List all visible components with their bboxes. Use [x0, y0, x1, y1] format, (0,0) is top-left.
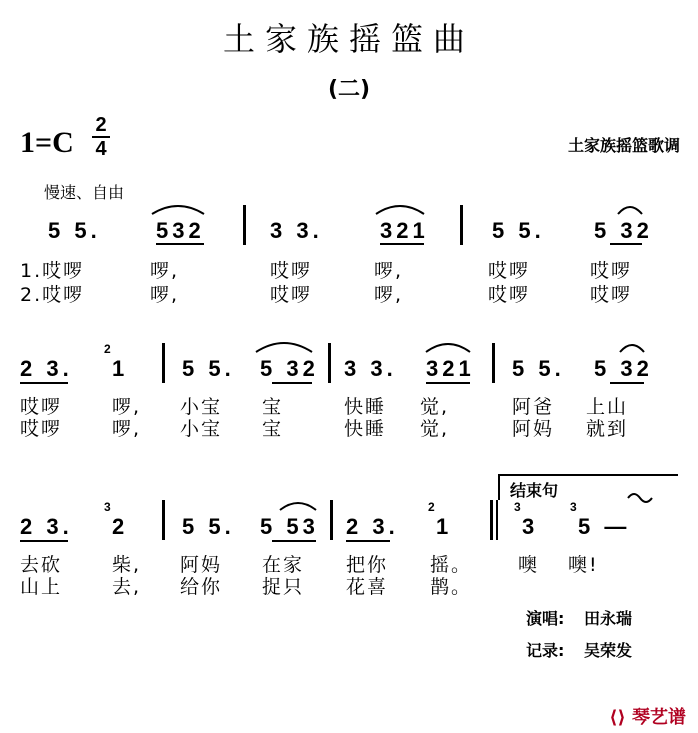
note-group: 3 3. [344, 356, 397, 381]
lyric: 柴, [112, 554, 142, 576]
lyric: 上山 [586, 396, 629, 418]
page-subtitle: (二) [327, 77, 371, 102]
key-signature: 1=C [20, 126, 74, 159]
slur [618, 207, 642, 214]
beam [156, 243, 204, 245]
lyric: 啰, [374, 260, 404, 282]
lyric: 啰, [374, 284, 404, 306]
ending-label: 结束句 [510, 481, 559, 500]
slur [620, 345, 644, 352]
slur [426, 344, 470, 352]
note-group: 5 — [578, 514, 631, 539]
beam [426, 382, 470, 384]
grace-note: 2 [428, 500, 435, 514]
bar-line [162, 343, 165, 383]
lyric: 去砍 [20, 554, 63, 576]
lyric: 啰, [150, 284, 180, 306]
recorder-name: 吴荣发 [584, 641, 633, 660]
note-group: 2 [112, 514, 129, 539]
lyric: 啰, [112, 418, 142, 440]
lyric: 宝 [262, 418, 284, 440]
slur [280, 503, 316, 510]
note-group: 5 5. [182, 514, 235, 539]
beam [346, 540, 390, 542]
lyric: 2.哎啰 [20, 284, 85, 306]
tempo-marking: 慢速、自由 [44, 183, 125, 202]
bar-line [492, 343, 495, 383]
note-group: 5 32 [260, 356, 319, 381]
note-group: 2 3. [346, 514, 399, 539]
lyric: 啰, [150, 260, 180, 282]
note-group: 3 3. [270, 218, 323, 243]
ending-bracket [498, 474, 500, 500]
repeat-bar-line [490, 500, 493, 540]
beam [380, 243, 424, 245]
lyric: 哎啰 [270, 260, 313, 282]
watermark-logo [609, 703, 686, 729]
lyric: 快睡 [344, 396, 387, 418]
lyric: 噢! [568, 554, 599, 576]
lyric: 啰, [112, 396, 142, 418]
note-group: 2 3. [20, 514, 73, 539]
note-group: 5 53 [260, 514, 319, 539]
note-group: 1 [112, 356, 129, 381]
note-group: 2 3. [20, 356, 73, 381]
note-group: 5 32 [594, 218, 653, 243]
performer-label: 演唱: [526, 609, 565, 628]
lyric: 去, [112, 576, 142, 598]
note-group: 3 [522, 514, 539, 539]
bar-line [330, 500, 333, 540]
lyric: 哎啰 [20, 418, 63, 440]
lyric: 哎啰 [270, 284, 313, 306]
lyric: 快睡 [344, 418, 387, 440]
time-signature-bottom: 4 [95, 138, 107, 160]
repeat-bar-line [496, 500, 498, 540]
lyric: 在家 [262, 554, 305, 576]
note-group: 321 [380, 218, 429, 243]
note-group: 5 5. [48, 218, 101, 243]
grace-note: 3 [104, 500, 111, 514]
bar-line [162, 500, 165, 540]
lyric: 哎啰 [590, 284, 633, 306]
beam [610, 243, 642, 245]
beam [272, 540, 316, 542]
lyric: 1.哎啰 [20, 260, 85, 282]
lyric: 山上 [20, 576, 63, 598]
lyric: 阿爸 [512, 396, 555, 418]
lyric: 阿妈 [180, 554, 223, 576]
note-group: 1 [436, 514, 453, 539]
lyric: 哎啰 [488, 284, 531, 306]
lyric: 给你 [180, 576, 223, 598]
note-group: 5 5. [492, 218, 545, 243]
grace-note: 3 [570, 500, 577, 514]
watermark-text: 琴艺谱 [632, 707, 686, 728]
slur [376, 206, 424, 214]
performer-name: 田永瑞 [584, 609, 633, 628]
lyric: 阿妈 [512, 418, 555, 440]
lyric: 哎啰 [20, 396, 63, 418]
lyric: 捉只 [262, 576, 305, 598]
lyric: 觉, [420, 396, 450, 418]
lyric: 小宝 [180, 396, 223, 418]
recorder-label: 记录: [526, 641, 565, 660]
time-signature-top: 2 [95, 114, 107, 136]
lyric: 哎啰 [590, 260, 633, 282]
note-group: 5 32 [594, 356, 653, 381]
lyric: 就到 [586, 418, 629, 440]
grace-note: 3 [514, 500, 521, 514]
slur [256, 343, 312, 352]
lyric: 宝 [262, 396, 284, 418]
lyric: 把你 [346, 554, 389, 576]
watermark-icon: ⟨⟩ [609, 707, 626, 728]
beam [610, 382, 644, 384]
note-group: 5 5. [182, 356, 235, 381]
beam [20, 540, 68, 542]
note-group: 532 [156, 218, 205, 243]
lyric: 哎啰 [488, 260, 531, 282]
lyric: 噢 [518, 554, 540, 576]
slur [152, 206, 204, 214]
note-group: 5 5. [512, 356, 565, 381]
lyric: 摇。 [430, 554, 473, 576]
lyric: 花喜 [346, 576, 389, 598]
lyric: 觉, [420, 418, 450, 440]
lyric: 鹊。 [430, 576, 473, 598]
source-label: 土家族摇篮歌调 [567, 136, 680, 155]
note-group: 321 [426, 356, 475, 381]
trill-mark [628, 494, 652, 502]
grace-note: 2 [104, 342, 111, 356]
ending-bracket [498, 474, 678, 476]
bar-line [328, 343, 331, 383]
beam [20, 382, 68, 384]
beam [272, 382, 312, 384]
page-title: 土家族摇篮曲 [222, 20, 475, 58]
lyric: 小宝 [180, 418, 223, 440]
